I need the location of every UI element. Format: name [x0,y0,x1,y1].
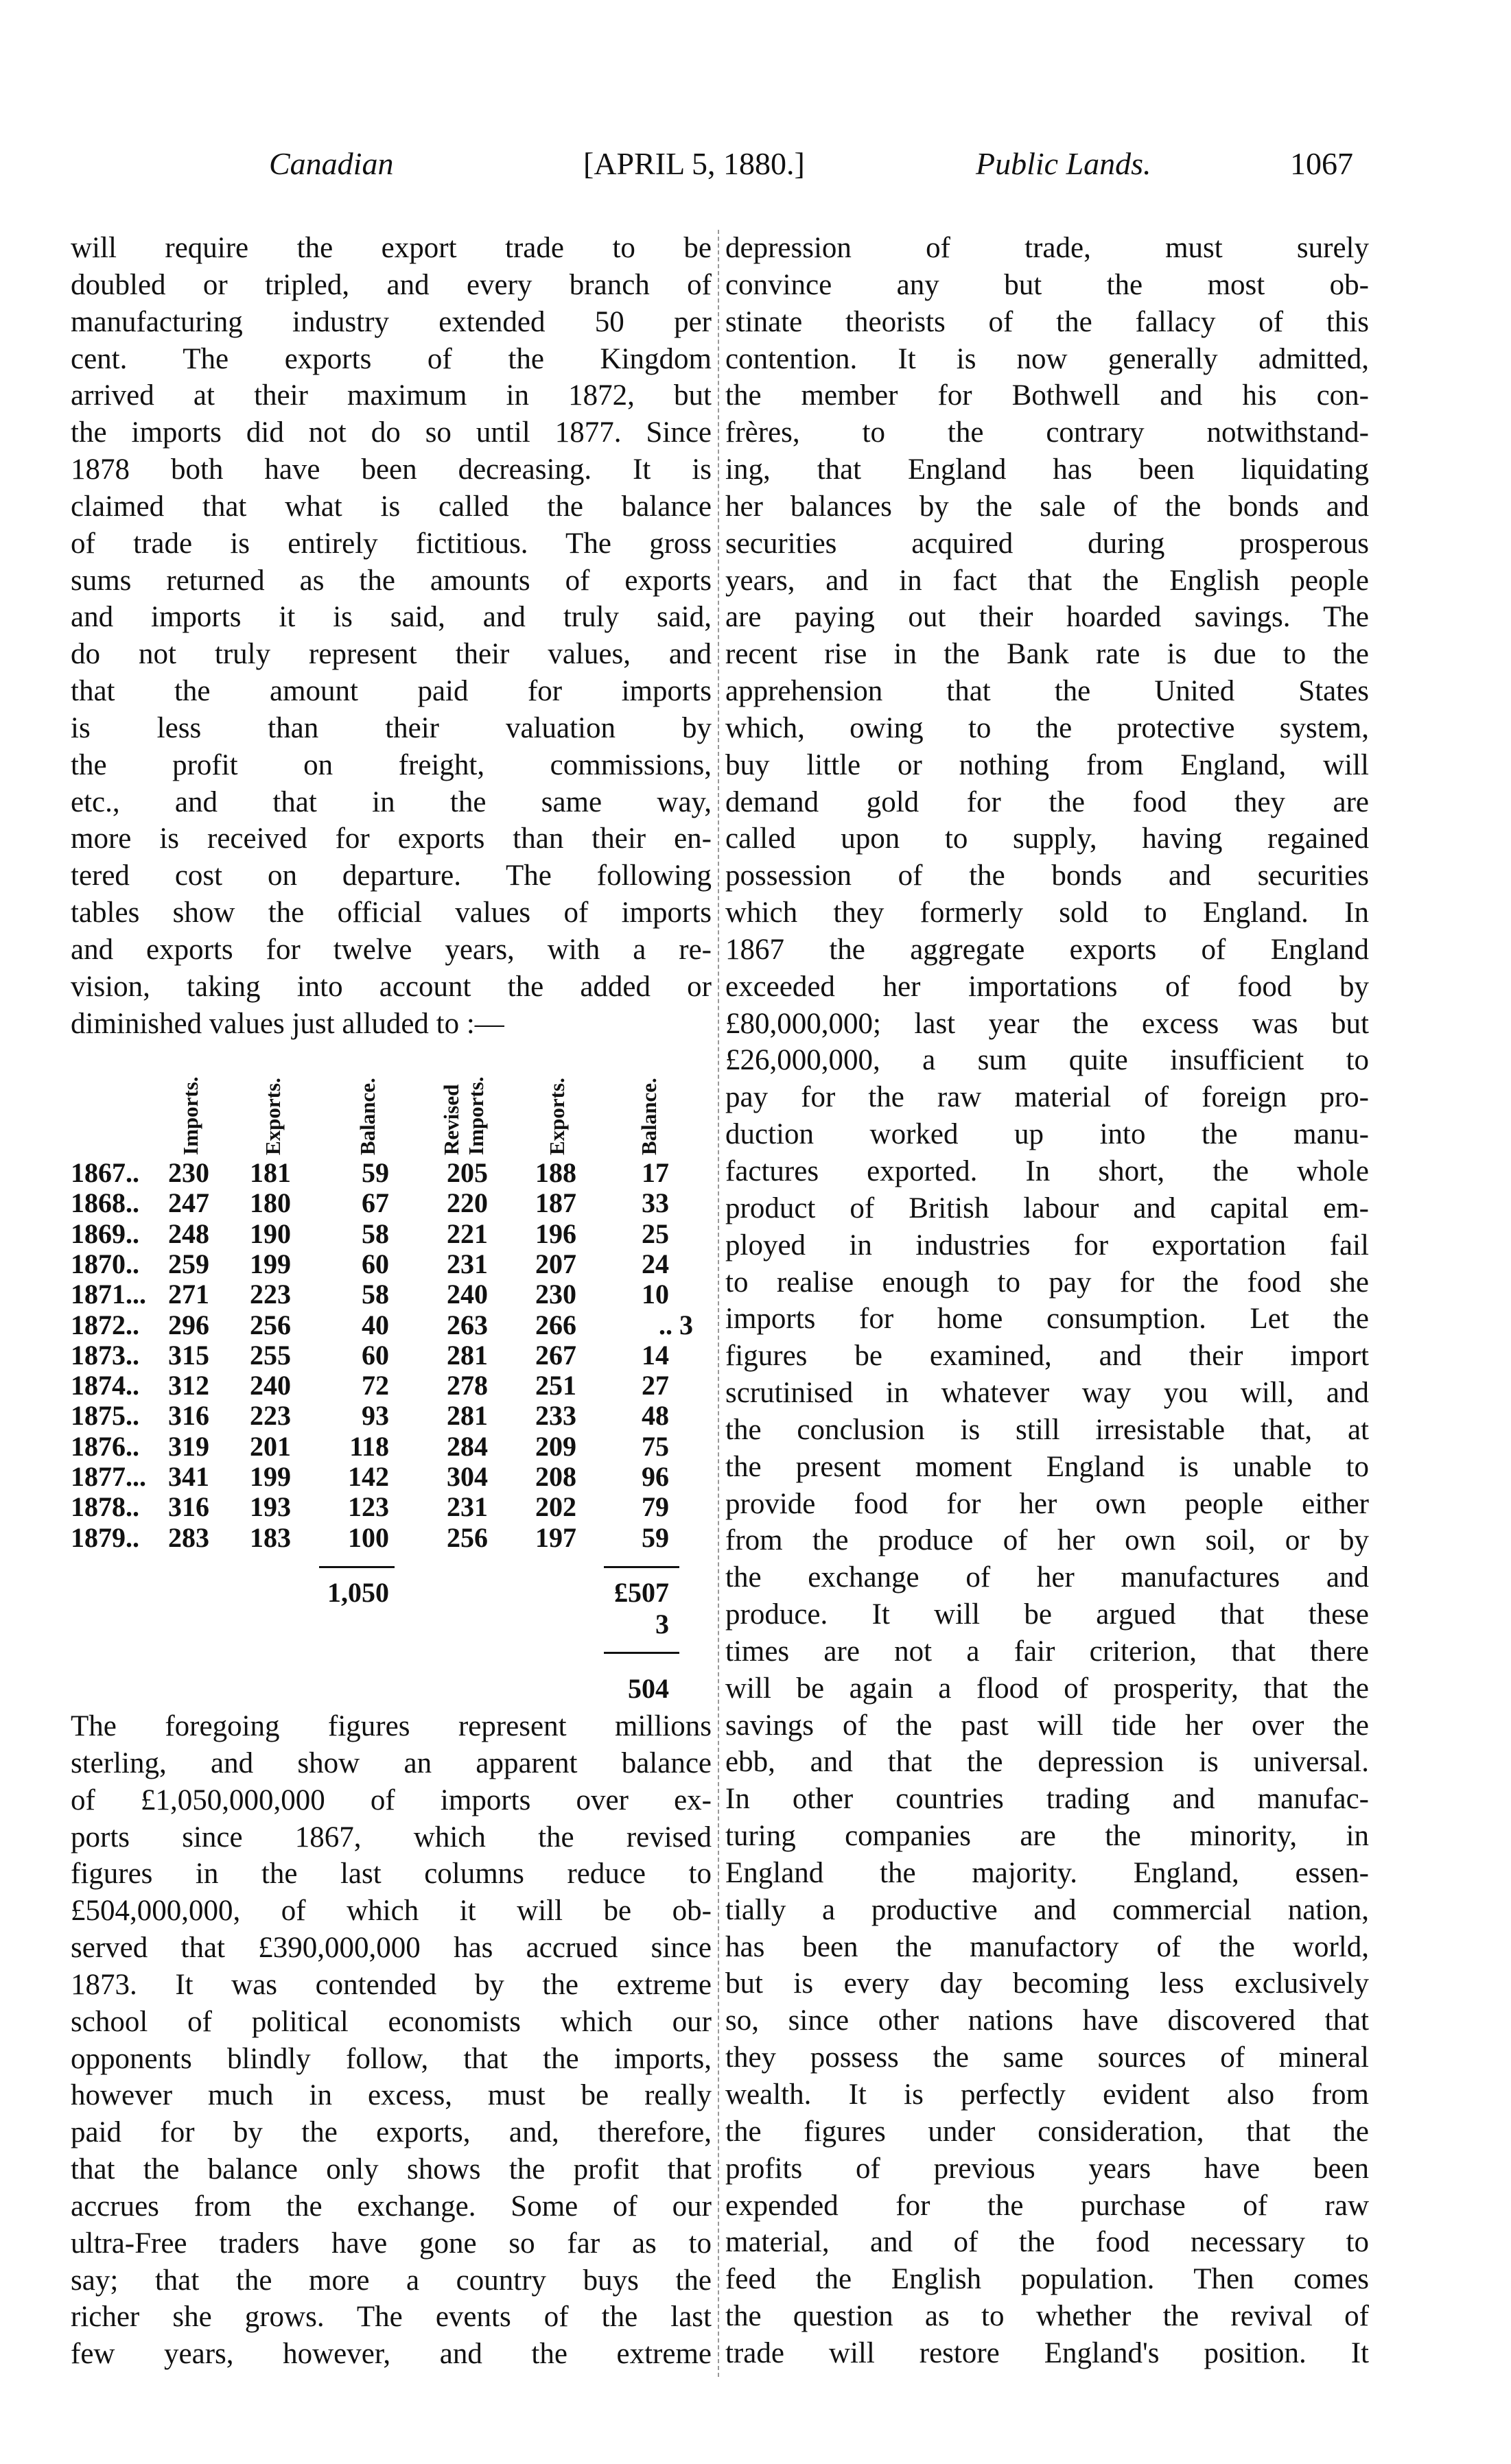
revised-imports-cell: 284 [447,1430,488,1462]
exports-cell: 190 [250,1218,291,1249]
text-line: expended for the purchase of raw [725,2189,1369,2222]
text-line: that the balance only shows the profit that [71,2153,712,2186]
text-line: the present moment England is unable to [725,1450,1369,1483]
exports-cell: 223 [250,1279,291,1310]
text-line: the question as to whether the revival of [725,2300,1369,2333]
imports-cell: 230 [168,1157,209,1188]
text-line: doubled or tripled, and every branch of [71,268,712,301]
text-line: that the amount paid for imports [71,675,712,708]
text-line: but is every day becoming less exclusively [725,1967,1369,2000]
balance-total: 1,050 [327,1577,389,1608]
text-line: to realise enough to pay for the food she [725,1266,1369,1299]
text-line: is less than their valuation by [71,711,712,744]
exports-cell: 180 [250,1187,291,1219]
text-line: has been the manufactory of the world, [725,1930,1369,1963]
text-line: stinate theorists of the fallacy of this [725,305,1369,338]
exports-cell: 181 [250,1157,291,1188]
imports-cell: 247 [168,1187,209,1219]
col-header-balance-2: Balance. [637,1078,661,1155]
text-line: scrutinised in whatever way you will, and [725,1377,1369,1410]
text-line: accrues from the exchange. Some of our [71,2190,712,2223]
year-cell: 1872.. [71,1309,139,1340]
text-line: The foregoing figures represent millions [71,1710,712,1742]
text-line: and exports for twelve years, with a re- [71,933,712,966]
text-line: figures be examined, and their import [725,1340,1369,1373]
revised-exports-cell: 230 [535,1279,576,1310]
text-line: exceeded her importations of food by [725,970,1369,1003]
revised-exports-cell: 188 [535,1157,576,1188]
revised-balance-cell: 27 [642,1370,669,1401]
text-line: of trade is entirely fictitious. The gross [71,527,712,560]
revised-balance-cell: 96 [642,1461,669,1492]
text-line: from the produce of her own soil, or by [725,1524,1369,1557]
exports-cell: 223 [250,1400,291,1432]
exports-cell: 256 [250,1309,291,1340]
imports-cell: 271 [168,1279,209,1310]
col-header-exports-2: Exports. [545,1078,569,1155]
revised-exports-cell: 208 [535,1461,576,1492]
revised-balance-cell: 33 [642,1187,669,1219]
balance-cell: 100 [348,1521,389,1553]
text-line: of £1,050,000,000 of imports over ex- [71,1784,712,1816]
text-line: tered cost on departure. The following [71,860,712,892]
revised-balance-cell: 25 [642,1218,669,1249]
text-line: provide food for her own people either [725,1487,1369,1520]
revised-balance-cell: 17 [642,1157,669,1188]
text-line: contention. It is now generally admitted, [725,342,1369,375]
text-line: diminished values just alluded to :— [71,1007,504,1040]
text-line: convince any but the most ob- [725,268,1369,301]
balance-cell: 59 [362,1157,389,1188]
revised-imports-cell: 281 [447,1400,488,1432]
text-line: which, owing to the protective system, [725,711,1369,744]
text-line: few years, however, and the extreme [71,2338,712,2371]
revised-exports-cell: 266 [535,1309,576,1340]
text-line: savings of the past will tide her over the [725,1709,1369,1742]
text-line: turing companies are the minority, in [725,1820,1369,1853]
text-line: product of British labour and capital em- [725,1192,1369,1224]
revised-imports-cell: 263 [447,1309,488,1340]
text-line: In other countries trading and manufac- [725,1783,1369,1816]
exports-cell: 193 [250,1491,291,1523]
revised-imports-cell: 220 [447,1187,488,1219]
text-line: will require the export trade to be [71,232,712,264]
text-line: school of political economists which our [71,2005,712,2038]
text-line: so, since other nations have discovered that [725,2004,1369,2037]
revised-exports-cell: 233 [535,1400,576,1432]
issue-date: [APRIL 5, 1880.] [583,146,805,181]
text-line: trade will restore England's position. It [725,2336,1369,2369]
balance-cell: 60 [362,1248,389,1279]
text-line: opponents blindly follow, that the imports, [71,2042,712,2075]
text-line: 1867 the aggregate exports of England [725,933,1369,966]
text-line: say; that the more a country buys the [71,2264,712,2297]
imports-cell: 259 [168,1248,209,1279]
text-line: and imports it is said, and truly said, [71,601,712,634]
col-header-balance: Balance. [355,1078,379,1155]
text-line: richer she grows. The events of the last [71,2301,712,2334]
revised-exports-cell: 187 [535,1187,576,1219]
balance-cell: 60 [362,1339,389,1371]
year-cell: 1874.. [71,1370,139,1401]
exports-cell: 255 [250,1339,291,1371]
balance-cell: 93 [362,1400,389,1432]
revised-imports-cell: 231 [447,1248,488,1279]
text-line: which they formerly sold to England. In [725,897,1369,929]
exports-cell: 201 [250,1430,291,1462]
text-line: years, and in fact that the English people [725,564,1369,597]
revised-balance-cell: 14 [642,1339,669,1371]
revised-balance-cell: 24 [642,1248,669,1279]
section-title: Public Lands. [976,146,1151,181]
revised-exports-cell: 251 [535,1370,576,1401]
sum-rule [319,1566,395,1568]
imports-cell: 316 [168,1491,209,1523]
text-line: profits of previous years have been [725,2152,1369,2185]
revised-net: 504 [628,1673,669,1704]
imports-cell: 296 [168,1309,209,1340]
text-line: depression of trade, must surely [725,232,1369,264]
text-line: frères, to the contrary notwithstand- [725,416,1369,449]
page-number: 1067 [1290,146,1353,181]
text-line: ployed in industries for exportation fail [725,1229,1369,1261]
exports-cell: 240 [250,1370,291,1401]
text-line: buy little or nothing from England, will [725,748,1369,781]
text-line: paid for by the exports, and, therefore, [71,2116,712,2149]
text-line: demand gold for the food they are [725,785,1369,818]
exports-cell: 183 [250,1521,291,1553]
revised-total: £507 [614,1577,669,1608]
text-line: England the majority. England, essen- [725,1856,1369,1889]
revised-exports-cell: 209 [535,1430,576,1462]
text-line: called upon to supply, having regained [725,822,1369,855]
text-line: figures in the last columns reduce to [71,1858,712,1891]
balance-cell: 58 [362,1218,389,1249]
text-line: the figures under consideration, that the [725,2115,1369,2148]
revised-balance-cell: 10 [642,1279,669,1310]
revised-imports-cell: 231 [447,1491,488,1523]
year-cell: 1870.. [71,1248,139,1279]
revised-imports-cell: 278 [447,1370,488,1401]
text-line: pay for the raw material of foreign pro- [725,1081,1369,1114]
revised-imports-cell: 281 [447,1339,488,1371]
text-line: imports for home consumption. Let the [725,1303,1369,1336]
text-line: claimed that what is called the balance [71,490,712,523]
text-line: £26,000,000, a sum quite insufficient to [725,1044,1369,1077]
sum-rule [604,1652,679,1654]
column-divider [718,230,719,2377]
imports-cell: 248 [168,1218,209,1249]
exports-cell: 199 [250,1461,291,1492]
col-header-revised: Revised [439,1084,463,1155]
text-line: sums returned as the amounts of exports [71,564,712,597]
year-cell: 1873.. [71,1339,139,1371]
year-cell: 1868.. [71,1187,139,1219]
revised-imports-cell: 240 [447,1279,488,1310]
col-header-exports: Exports. [261,1078,285,1155]
text-line: will be again a flood of prosperity, that the [725,1672,1369,1705]
revised-balance-cell: 75 [642,1430,669,1462]
running-title: Canadian [269,146,394,181]
revised-exports-cell: 197 [535,1521,576,1553]
balance-cell: 142 [348,1461,389,1492]
balance-cell: 123 [348,1491,389,1523]
text-line: apprehension that the United States [725,675,1369,708]
text-line: however much in excess, must be really [71,2079,712,2112]
text-line: are paying out their hoarded savings. The [725,601,1369,634]
text-line: vision, taking into account the added or [71,970,712,1003]
text-line: arrived at their maximum in 1872, but [71,379,712,412]
imports-cell: 341 [168,1461,209,1492]
text-line: they possess the same sources of mineral [725,2041,1369,2074]
balance-cell: 58 [362,1279,389,1310]
text-line: ebb, and that the depression is universal. [725,1746,1369,1779]
exports-cell: 199 [250,1248,291,1279]
col-header-revised-imports: Imports. [464,1076,488,1155]
imports-cell: 315 [168,1339,209,1371]
text-line: ing, that England has been liquidating [725,453,1369,486]
text-line: do not truly represent their values, and [71,638,712,671]
text-line: the member for Bothwell and his con- [725,379,1369,412]
imports-cell: 312 [168,1370,209,1401]
year-cell: 1878.. [71,1491,139,1523]
year-cell: 1879.. [71,1521,139,1553]
sum-rule [604,1566,679,1568]
revised-exports-cell: 267 [535,1339,576,1371]
year-cell: 1876.. [71,1430,139,1462]
year-cell: 1871... [71,1279,146,1310]
revised-exports-cell: 196 [535,1218,576,1249]
text-line: times are not a fair criterion, that there [725,1635,1369,1668]
text-line: served that £390,000,000 has accrued since [71,1932,712,1965]
balance-cell: 72 [362,1370,389,1401]
text-line: material, and of the food necessary to [725,2226,1369,2259]
text-line: 1873. It was contended by the extreme [71,1968,712,2001]
text-line: factures exported. In short, the whole [725,1155,1369,1187]
revised-adjustment: 3 [655,1609,669,1639]
revised-balance-cell: 48 [642,1400,669,1432]
text-line: ports since 1867, which the revised [71,1821,712,1853]
imports-cell: 319 [168,1430,209,1462]
text-line: the exchange of her manufactures and [725,1561,1369,1594]
imports-cell: 316 [168,1400,209,1432]
balance-cell: 118 [349,1430,389,1462]
text-line: recent rise in the Bank rate is due to the [725,638,1369,671]
text-line: 1878 both have been decreasing. It is [71,453,712,486]
text-line: the conclusion is still irresistable that, at [725,1413,1369,1446]
revised-exports-cell: 202 [535,1491,576,1523]
revised-balance-cell: .. 3 [659,1309,693,1340]
text-line: £504,000,000, of which it will be ob- [71,1895,712,1928]
text-line: her balances by the sale of the bonds and [725,490,1369,523]
revised-balance-cell: 79 [642,1491,669,1523]
text-line: feed the English population. Then comes [725,2263,1369,2296]
year-cell: 1869.. [71,1218,139,1249]
text-line: securities acquired during prosperous [725,527,1369,560]
text-line: the profit on freight, commissions, [71,748,712,781]
revised-balance-cell: 59 [642,1521,669,1553]
text-line: ultra-Free traders have gone so far as to [71,2227,712,2260]
text-line: manufacturing industry extended 50 per [71,305,712,338]
text-line: duction worked up into the manu- [725,1118,1369,1151]
balance-cell: 40 [362,1309,389,1340]
revised-imports-cell: 256 [447,1521,488,1553]
text-line: sterling, and show an apparent balance [71,1746,712,1779]
year-cell: 1867.. [71,1157,139,1188]
year-cell: 1875.. [71,1400,139,1432]
text-line: cent. The exports of the Kingdom [71,342,712,375]
text-line: etc., and that in the same way, [71,785,712,818]
balance-cell: 67 [362,1187,389,1219]
revised-exports-cell: 207 [535,1248,576,1279]
text-line: wealth. It is perfectly evident also from [725,2078,1369,2111]
revised-imports-cell: 304 [447,1461,488,1492]
revised-imports-cell: 221 [447,1218,488,1249]
text-line: £80,000,000; last year the excess was but [725,1007,1369,1040]
text-line: more is received for exports than their en- [71,822,712,855]
year-cell: 1877... [71,1461,146,1492]
imports-cell: 283 [168,1521,209,1553]
text-line: produce. It will be argued that these [725,1598,1369,1631]
col-header-imports: Imports. [178,1076,202,1155]
text-line: possession of the bonds and securities [725,860,1369,892]
text-line: tables show the official values of imports [71,897,712,929]
revised-imports-cell: 205 [447,1157,488,1188]
text-line: tially a productive and commercial nation, [725,1893,1369,1926]
text-line: the imports did not do so until 1877. Since [71,416,712,449]
